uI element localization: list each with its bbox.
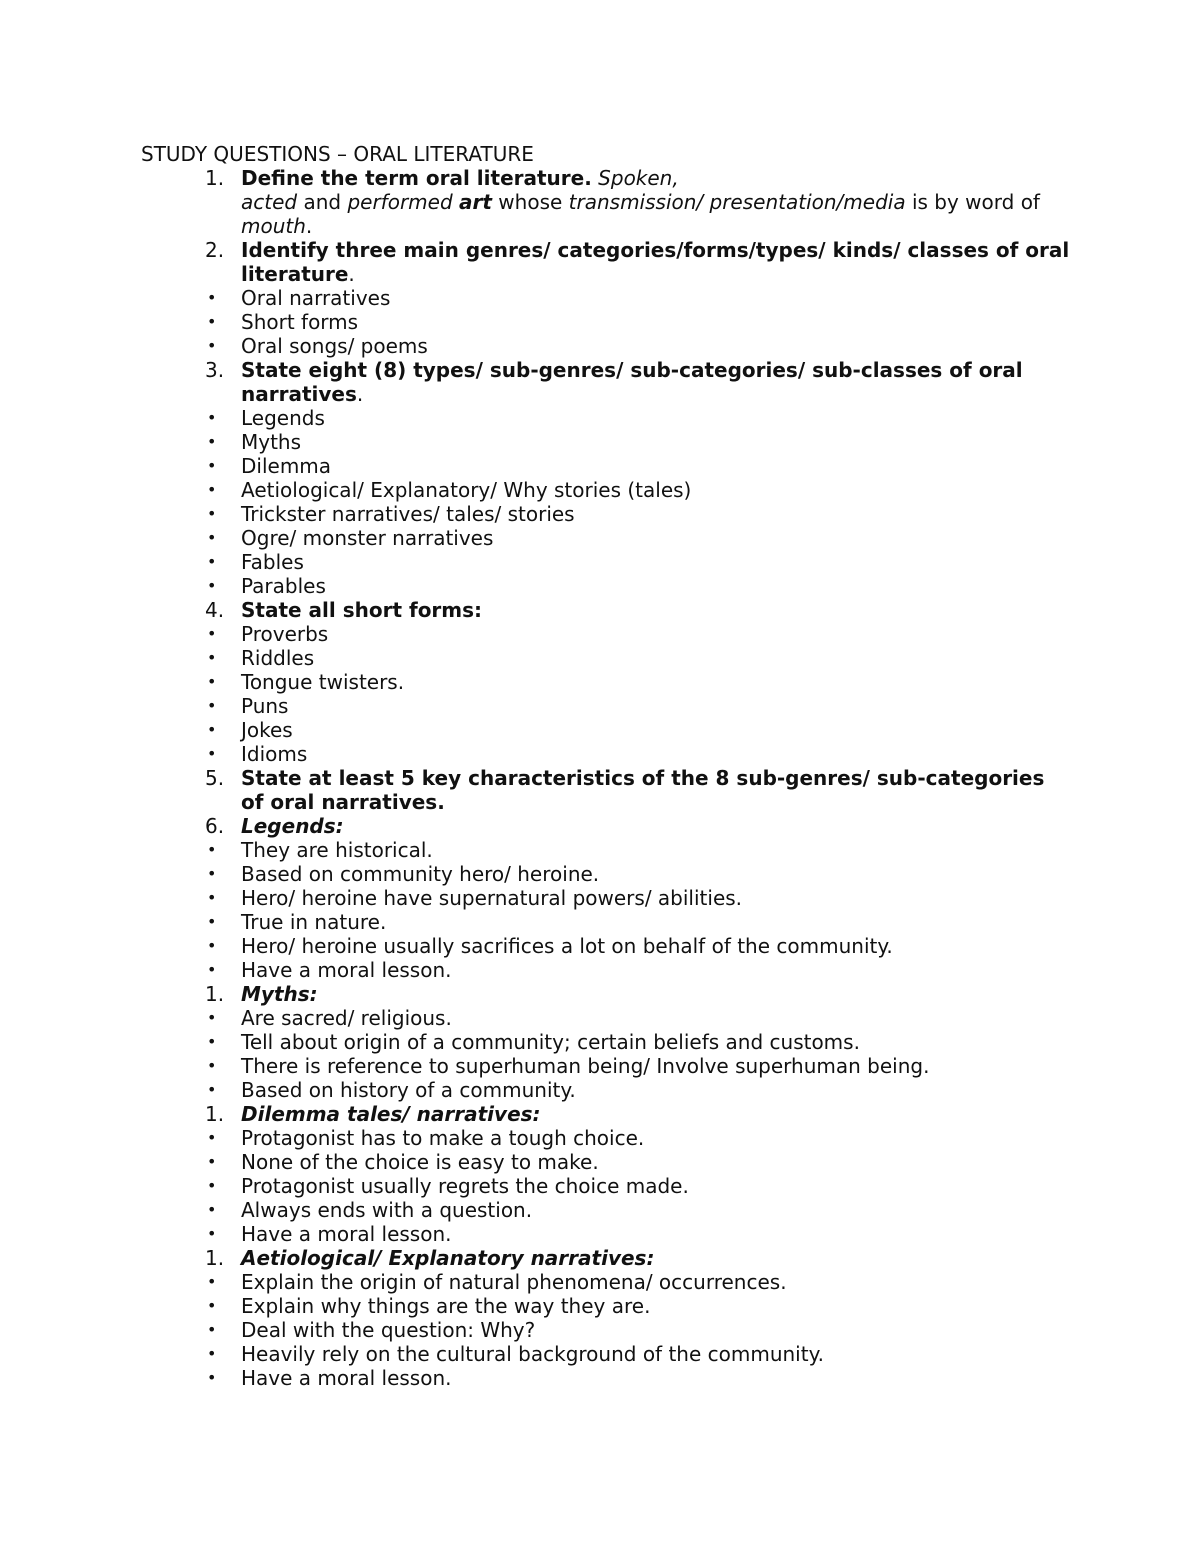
list-item: [141, 310, 1071, 334]
list-item-text: There is reference to superhuman being/ Involve superhuman being.: [241, 1054, 930, 1078]
list-item: [141, 718, 1071, 742]
bullet-icon: •: [207, 744, 217, 763]
list-number: 5.: [205, 766, 225, 790]
list-item: [141, 454, 1071, 478]
bullet-icon: •: [207, 1200, 217, 1219]
list-item: [141, 574, 1071, 598]
section-heading: Aetiological/ Explanatory narratives:: [241, 1246, 655, 1270]
bullet-icon: •: [207, 1152, 217, 1171]
list-item-text: Oral narratives: [241, 286, 391, 310]
list-item-text: Dilemma: [241, 454, 332, 478]
bullet-icon: •: [207, 1128, 217, 1147]
list-item-text: Based on history of a community.: [241, 1078, 576, 1102]
list-item-text: Deal with the question: Why?: [241, 1318, 536, 1342]
bullet-icon: •: [207, 1008, 217, 1027]
document-title: STUDY QUESTIONS – ORAL LITERATURE: [141, 142, 534, 166]
section-dilemma: [141, 1102, 1071, 1126]
list-item: [141, 286, 1071, 310]
list-item-text: Hero/ heroine usually sacrifices a lot on behalf of the community.: [241, 934, 893, 958]
answer-text: .: [305, 214, 313, 238]
list-item-text: Are sacred/ religious.: [241, 1006, 452, 1030]
bullet-icon: •: [207, 528, 217, 547]
answer-text: performed: [347, 190, 453, 214]
list-item-text: Parables: [241, 574, 326, 598]
list-item: [141, 886, 1071, 910]
bullet-icon: •: [207, 312, 217, 331]
list-item: [141, 838, 1071, 862]
bullet-icon: •: [207, 864, 217, 883]
list-item-text: Proverbs: [241, 622, 329, 646]
bullet-icon: •: [207, 504, 217, 523]
question-text: Identify three main genres/ categories/forms/types/ kinds/ classes of oral literature: [241, 238, 1070, 286]
bullet-icon: •: [207, 1056, 217, 1075]
answer-text: transmission/ presentation/media: [568, 190, 906, 214]
list-item: [141, 958, 1071, 982]
list-item-text: Trickster narratives/ tales/ stories: [241, 502, 575, 526]
bullet-icon: •: [207, 1320, 217, 1339]
list-item: [141, 910, 1071, 934]
list-number: 6.: [205, 814, 225, 838]
bullet-icon: •: [207, 336, 217, 355]
list-item: [141, 550, 1071, 574]
question-3: [141, 358, 1071, 406]
list-item: [141, 1030, 1071, 1054]
list-item-text: Aetiological/ Explanatory/ Why stories (tales): [241, 478, 692, 502]
list-item: [141, 1318, 1071, 1342]
list-item-text: Tell about origin of a community; certain beliefs and customs.: [241, 1030, 860, 1054]
question-text: .: [348, 262, 355, 286]
question-2: [141, 238, 1071, 286]
list-item-text: None of the choice is easy to make.: [241, 1150, 599, 1174]
list-item-text: Riddles: [241, 646, 315, 670]
list-item-text: Myths: [241, 430, 302, 454]
list-number: 1.: [205, 1246, 225, 1270]
bullet-icon: •: [207, 936, 217, 955]
list-item: [141, 862, 1071, 886]
bullet-icon: •: [207, 432, 217, 451]
list-item-text: Fables: [241, 550, 304, 574]
list-item-text: Protagonist has to make a tough choice.: [241, 1126, 645, 1150]
list-item-text: Legends: [241, 406, 325, 430]
list-number: 2.: [205, 238, 225, 262]
list-item-text: Idioms: [241, 742, 308, 766]
list-item: [141, 1126, 1071, 1150]
section-aetiological: [141, 1246, 1071, 1270]
bullet-icon: •: [207, 1344, 217, 1363]
list-item-text: Oral songs/ poems: [241, 334, 428, 358]
list-item: [141, 1294, 1071, 1318]
list-item-text: Short forms: [241, 310, 359, 334]
list-item: [141, 1006, 1071, 1030]
bullet-icon: •: [207, 1032, 217, 1051]
list-item-text: Always ends with a question.: [241, 1198, 533, 1222]
list-item: [141, 1174, 1071, 1198]
list-item: [141, 622, 1071, 646]
bullet-icon: •: [207, 1272, 217, 1291]
list-item: [141, 1342, 1071, 1366]
bullet-icon: •: [207, 456, 217, 475]
bullet-icon: •: [207, 408, 217, 427]
document-body: [141, 166, 1071, 1390]
list-item-text: Explain why things are the way they are.: [241, 1294, 651, 1318]
bullet-icon: •: [207, 288, 217, 307]
bullet-icon: •: [207, 1080, 217, 1099]
answer-text: whose: [491, 190, 569, 214]
section-heading: Myths:: [241, 982, 318, 1006]
list-item: [141, 1366, 1071, 1390]
list-item: [141, 406, 1071, 430]
answer-text: and: [297, 190, 348, 214]
list-item: [141, 478, 1071, 502]
answer-text: Spoken,: [598, 166, 679, 190]
list-item: [141, 1078, 1071, 1102]
list-number: 1.: [205, 1102, 225, 1126]
list-number: 4.: [205, 598, 225, 622]
question-text: State all short forms:: [241, 598, 483, 622]
list-number: 1.: [205, 982, 225, 1006]
list-item: [141, 694, 1071, 718]
list-item: [141, 526, 1071, 550]
list-item: [141, 1198, 1071, 1222]
bullet-icon: •: [207, 1176, 217, 1195]
question-4: [141, 598, 1071, 622]
bullet-icon: •: [207, 552, 217, 571]
section-heading: Dilemma tales/ narratives:: [241, 1102, 541, 1126]
list-item: [141, 742, 1071, 766]
answer-text: art: [459, 190, 492, 214]
bullet-icon: •: [207, 648, 217, 667]
answer-text: mouth: [241, 214, 306, 238]
list-item: [141, 1222, 1071, 1246]
bullet-icon: •: [207, 840, 217, 859]
question-5: [141, 766, 1071, 814]
list-item-text: They are historical.: [241, 838, 433, 862]
bullet-icon: •: [207, 1368, 217, 1387]
list-item: [141, 646, 1071, 670]
list-number: 1.: [205, 166, 225, 190]
section-legends: [141, 814, 1071, 838]
list-item: [141, 430, 1071, 454]
bullet-icon: •: [207, 912, 217, 931]
list-item-text: Have a moral lesson.: [241, 958, 452, 982]
list-item-text: Jokes: [241, 718, 293, 742]
list-item-text: Protagonist usually regrets the choice made.: [241, 1174, 689, 1198]
list-item-text: Explain the origin of natural phenomena/ occurrences.: [241, 1270, 787, 1294]
bullet-icon: •: [207, 888, 217, 907]
bullet-icon: •: [207, 576, 217, 595]
list-item: [141, 502, 1071, 526]
list-item-text: Ogre/ monster narratives: [241, 526, 494, 550]
bullet-icon: •: [207, 696, 217, 715]
list-item-text: Hero/ heroine have supernatural powers/ abilities.: [241, 886, 743, 910]
list-item-text: Have a moral lesson.: [241, 1222, 452, 1246]
bullet-icon: •: [207, 720, 217, 739]
question-text: State at least 5 key characteristics of the 8 sub-genres/ sub-categories of oral narratives.: [241, 766, 1045, 814]
answer-text: acted: [241, 190, 298, 214]
bullet-icon: •: [207, 672, 217, 691]
list-item: [141, 1054, 1071, 1078]
question-1: [141, 166, 1071, 238]
list-item: [141, 334, 1071, 358]
section-myths: [141, 982, 1071, 1006]
list-number: 3.: [205, 358, 225, 382]
bullet-icon: •: [207, 480, 217, 499]
list-item-text: Heavily rely on the cultural background of the community.: [241, 1342, 824, 1366]
list-item: [141, 1270, 1071, 1294]
section-heading: Legends:: [241, 814, 344, 838]
list-item: [141, 1150, 1071, 1174]
question-text: State eight (8) types/ sub-genres/ sub-categories/ sub-classes of oral narratives: [241, 358, 1023, 406]
bullet-icon: •: [207, 624, 217, 643]
question-text: Define the term oral literature.: [241, 166, 592, 190]
list-item: [141, 934, 1071, 958]
list-item-text: True in nature.: [241, 910, 387, 934]
list-item-text: Puns: [241, 694, 289, 718]
bullet-icon: •: [207, 1296, 217, 1315]
list-item-text: Based on community hero/ heroine.: [241, 862, 600, 886]
bullet-icon: •: [207, 1224, 217, 1243]
list-item-text: Have a moral lesson.: [241, 1366, 452, 1390]
answer-text: is by word of: [905, 190, 1040, 214]
list-item: [141, 670, 1071, 694]
question-text: .: [356, 382, 364, 406]
bullet-icon: •: [207, 960, 217, 979]
list-item-text: Tongue twisters.: [241, 670, 405, 694]
